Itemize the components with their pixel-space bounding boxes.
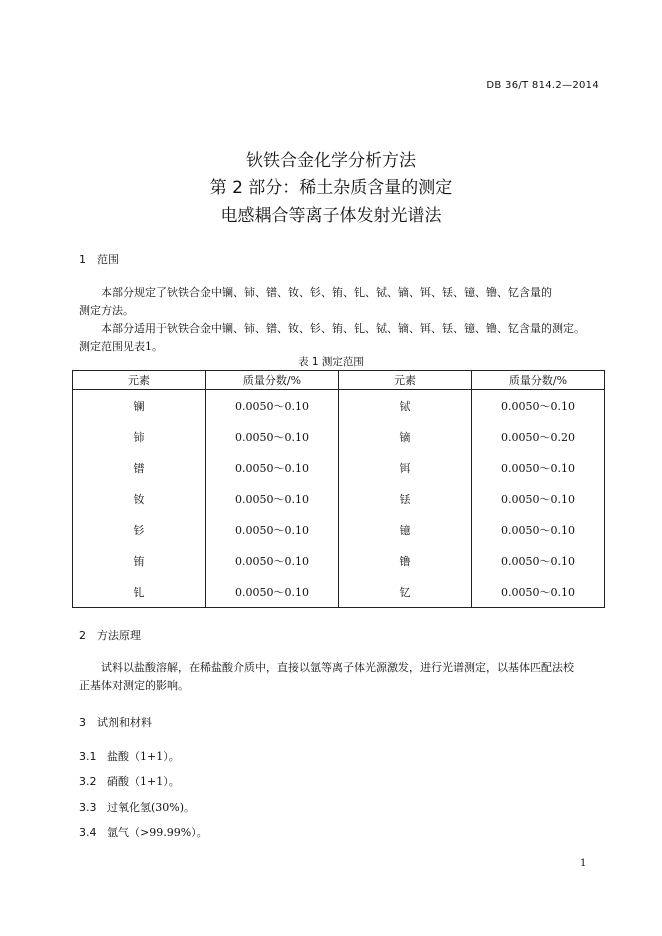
- column-header-mass-fraction: 质量分数/%: [472, 371, 605, 390]
- table-cell: 0.0050～0.10: [206, 390, 339, 422]
- table-cell: 镧: [73, 390, 206, 422]
- table-cell: 镱: [339, 514, 472, 545]
- table-cell: 0.0050～0.10: [472, 452, 605, 483]
- table-cell: 钐: [73, 514, 206, 545]
- item-number: 3.3: [79, 801, 97, 814]
- paragraph-line: 试料以盐酸溶解，在稀盐酸介质中，直接以氩等离子体光源激发，进行光谱测定，以基体匹配法校: [101, 661, 574, 674]
- section-number: 2: [79, 629, 86, 642]
- table-row: [73, 390, 605, 422]
- item-text: 硝酸（1+1）。: [107, 775, 180, 788]
- list-item: [79, 824, 208, 840]
- list-item: [79, 773, 180, 789]
- item-number: 3.1: [79, 750, 97, 763]
- section-heading-scope: [79, 251, 119, 267]
- column-header-mass-fraction: 质量分数/%: [206, 371, 339, 390]
- table-cell: 镝: [339, 421, 472, 452]
- table-cell: 钕: [73, 483, 206, 514]
- document-title-line1: 钬铁合金化学分析方法: [246, 151, 416, 171]
- table-row: [73, 483, 605, 514]
- item-text: 盐酸（1+1）。: [107, 750, 180, 763]
- table-cell: 0.0050～0.10: [472, 576, 605, 608]
- table-row: [73, 421, 605, 452]
- table-cell: 铒: [339, 452, 472, 483]
- table-cell: 0.0050～0.20: [472, 421, 605, 452]
- section-title: 方法原理: [97, 629, 141, 642]
- item-number: 3.2: [79, 775, 97, 788]
- table-cell: 钇: [339, 576, 472, 608]
- item-number: 3.4: [79, 826, 97, 839]
- document-title-line2: 第 2 部分：稀土杂质含量的测定: [209, 178, 453, 198]
- table-row: [73, 514, 605, 545]
- standard-code: DB 36/T 814.2—2014: [486, 80, 599, 91]
- section-number: 3: [79, 716, 86, 729]
- table-cell: 0.0050～0.10: [472, 545, 605, 576]
- table-cell: 铕: [73, 545, 206, 576]
- table-cell: 0.0050～0.10: [472, 514, 605, 545]
- item-text: 氩气（>99.99%）。: [107, 826, 208, 839]
- document-title-line3: 电感耦合等离子体发射光谱法: [220, 206, 442, 226]
- table-row: [73, 576, 605, 608]
- list-item: [79, 799, 195, 815]
- item-text: 过氧化氢(30%)。: [107, 801, 196, 814]
- section-title: 范围: [97, 253, 119, 266]
- table-header-row: [73, 371, 605, 390]
- table-cell: 0.0050～0.10: [206, 514, 339, 545]
- table-row: [73, 452, 605, 483]
- principle-paragraph: [79, 659, 601, 695]
- section-heading-reagents: [79, 714, 152, 730]
- table-cell: 钆: [73, 576, 206, 608]
- paragraph-line: 本部分适用于钬铁合金中镧、铈、镨、钕、钐、铕、钆、铽、镝、铒、铥、镱、镥、钇含量的测定。: [101, 322, 585, 335]
- paragraph-line: 测定方法。: [79, 304, 134, 317]
- table-cell: 0.0050～0.10: [206, 483, 339, 514]
- list-item: [79, 748, 180, 764]
- table-cell: 0.0050～0.10: [472, 483, 605, 514]
- section-number: 1: [79, 253, 86, 266]
- table-cell: 0.0050～0.10: [206, 576, 339, 608]
- column-header-element: 元素: [73, 371, 206, 390]
- table-cell: 镥: [339, 545, 472, 576]
- table-caption: 表 1 测定范围: [298, 356, 364, 368]
- scope-paragraph-1: [79, 284, 601, 320]
- scope-paragraph-2: [79, 320, 601, 356]
- table-cell: 0.0050～0.10: [472, 390, 605, 422]
- paragraph-line: 测定范围见表1。: [79, 340, 163, 353]
- table-cell: 铽: [339, 390, 472, 422]
- page-number: 1: [580, 858, 587, 869]
- section-heading-principle: [79, 627, 141, 643]
- table-cell: 0.0050～0.10: [206, 421, 339, 452]
- paragraph-line: 正基体对测定的影响。: [79, 679, 189, 692]
- column-header-element: 元素: [339, 371, 472, 390]
- measurement-range-table: [72, 370, 605, 608]
- table-cell: 0.0050～0.10: [206, 452, 339, 483]
- table-cell: 0.0050～0.10: [206, 545, 339, 576]
- paragraph-line: 本部分规定了钬铁合金中镧、铈、镨、钕、钐、铕、钆、铽、镝、铒、铥、镱、镥、钇含量的: [101, 286, 552, 299]
- table-cell: 铥: [339, 483, 472, 514]
- table-row: [73, 545, 605, 576]
- section-title: 试剂和材料: [97, 716, 152, 729]
- table-cell: 镨: [73, 452, 206, 483]
- table-cell: 铈: [73, 421, 206, 452]
